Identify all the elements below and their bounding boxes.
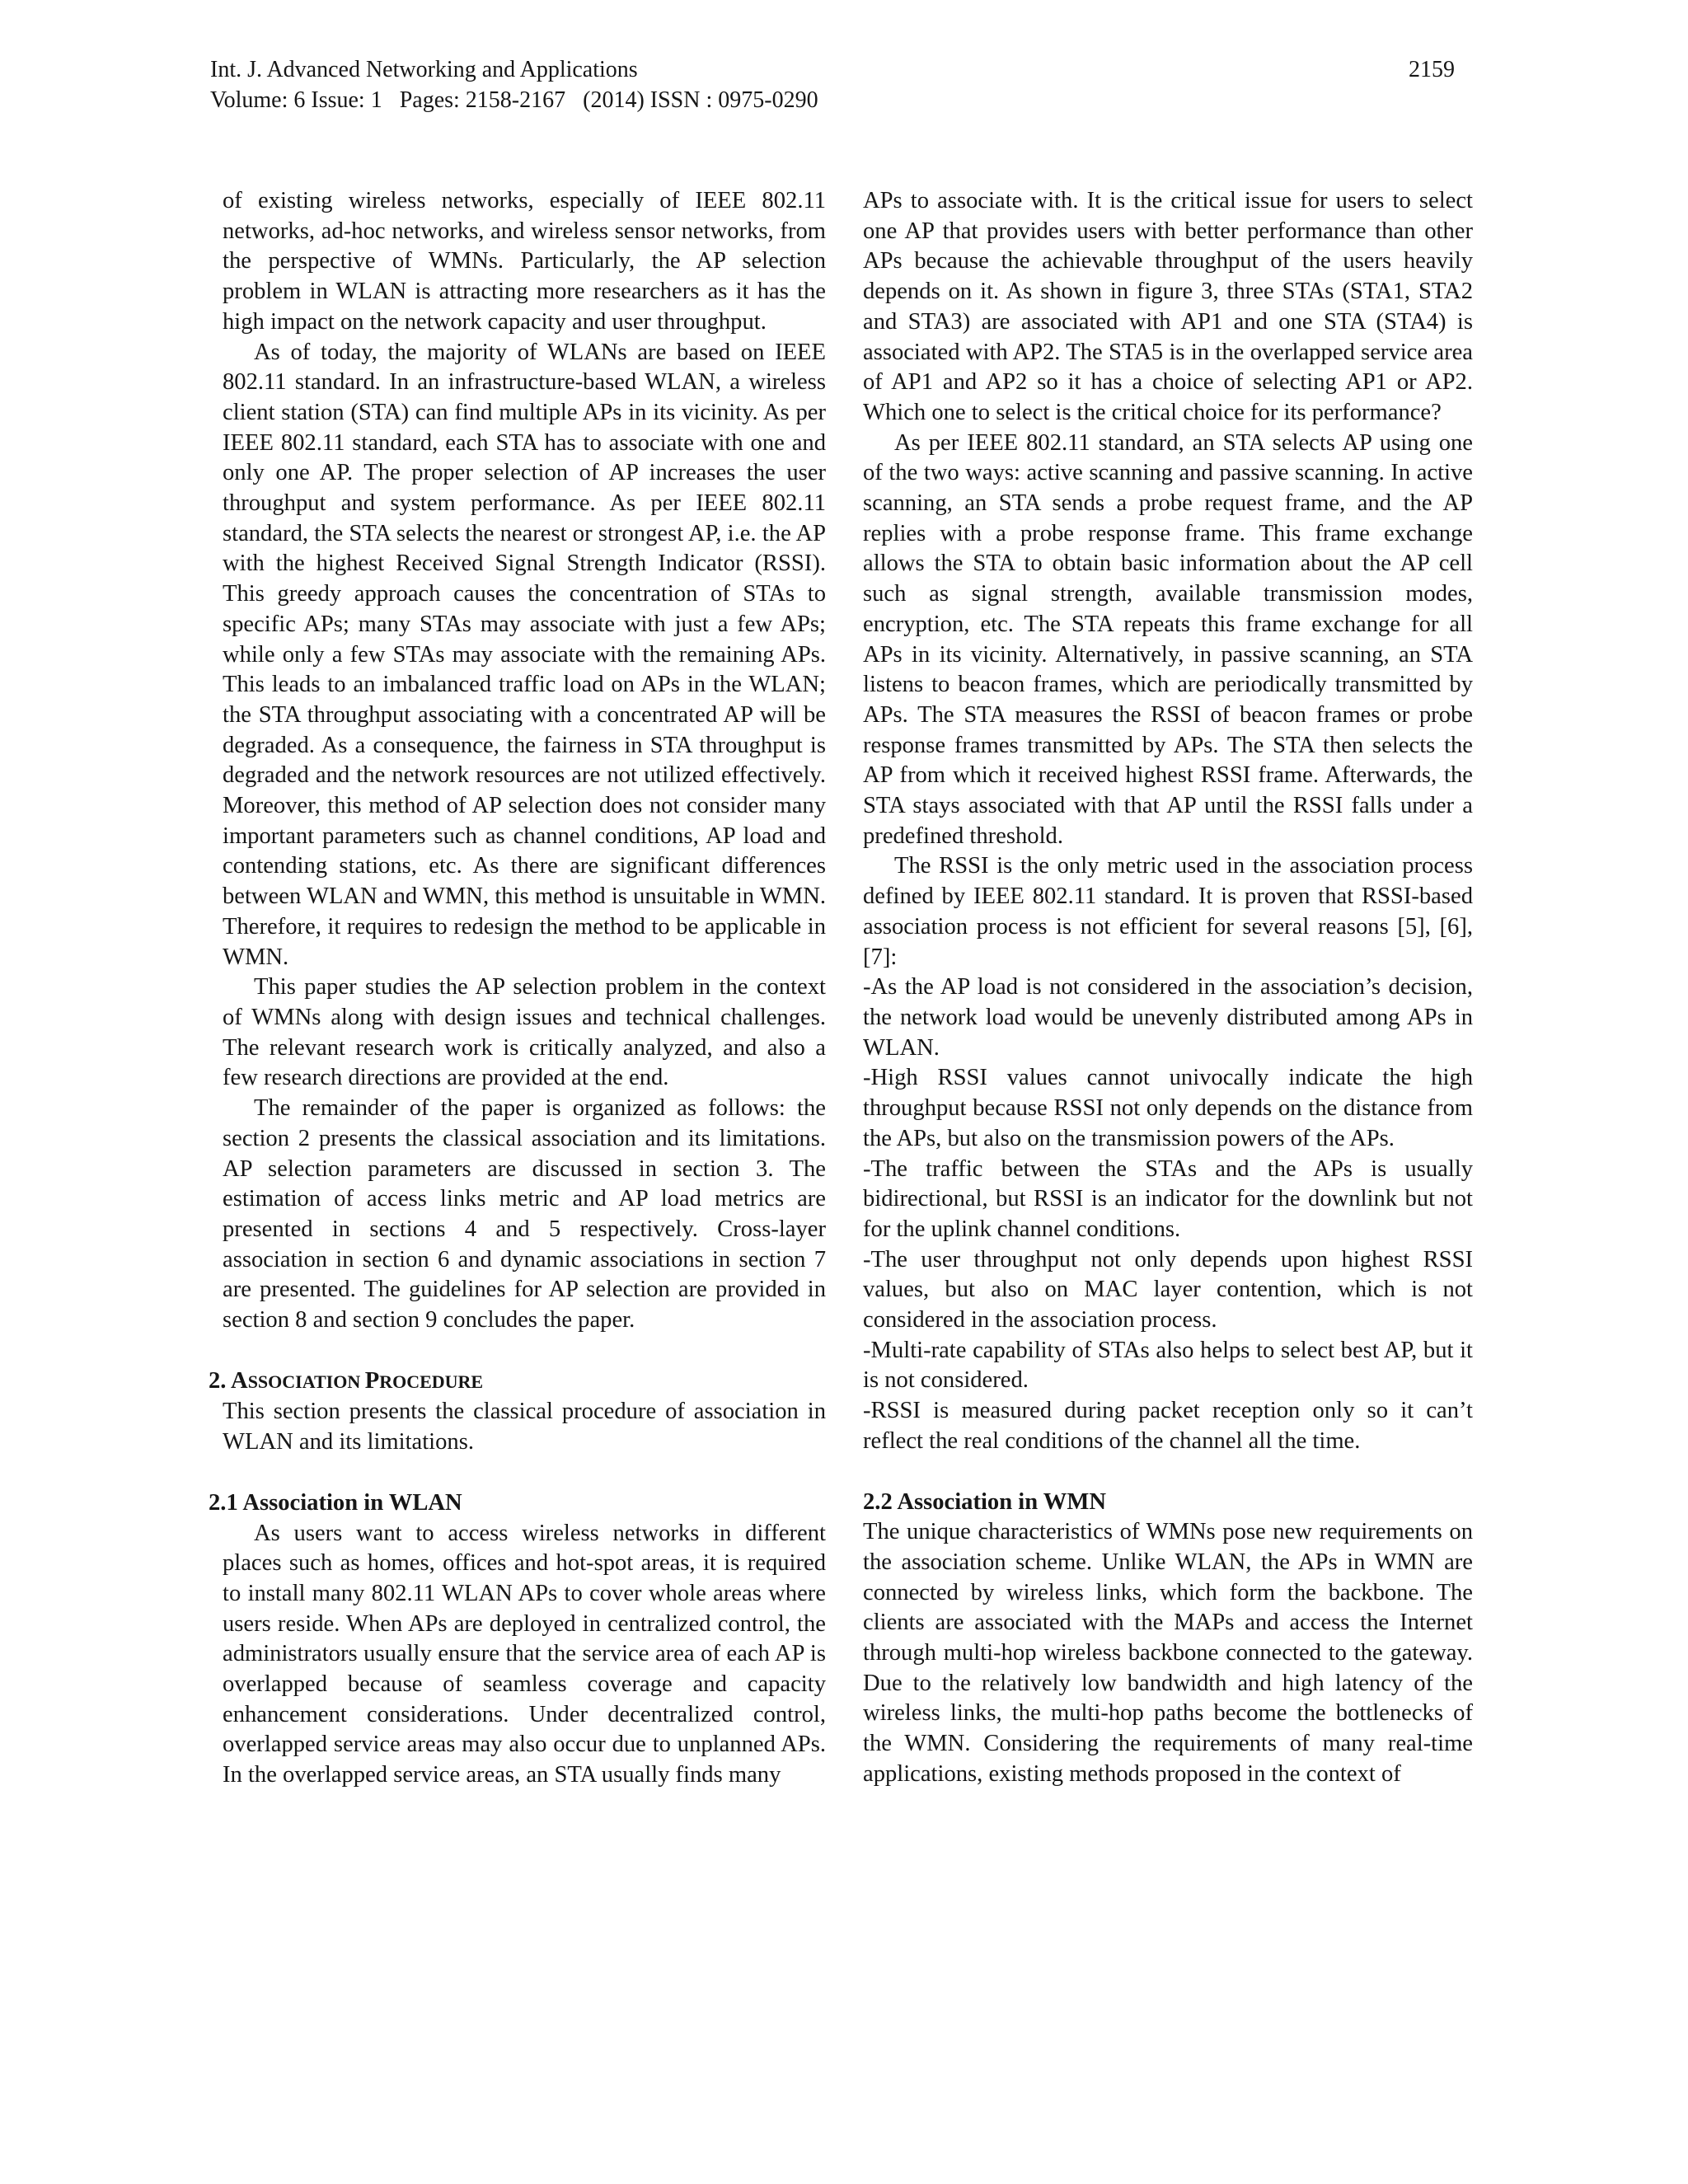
section-number: 2. xyxy=(209,1367,232,1394)
paragraph: As of today, the majority of WLANs are based on IEEE 802.11 standard. In an infrastructure-based WLAN, a wireless client station (STA) can find multiple APs in its vicinity. As per IEEE 802.11 standard, each STA has to associate with one and only one AP. The proper selection of AP increases the user throughput and system performance. As per IEEE 802.11 standard, the STA selects the nearest or strongest AP, i.e. the AP with the highest Received Signal Strength Indicator (RSSI). This greedy approach causes the concentration of STAs to specific APs; many STAs may associate with just a few APs; while only a few STAs may associate with the remaining APs. This leads to an imbalanced traffic load on APs in the WLAN; the STA throughput associating with a concentrated AP will be degraded. As a consequence, the fairness in STA throughput is degraded and the network resources are not utilized effectively. Moreover, this method of AP selection does not consider many important parameters such as channel conditions, AP load and contending stations, etc. As there are significant differences between WLAN and WMN, this method is unsuitable in WMN. Therefore, it requires to redesign the method to be applicable in WMN. xyxy=(223,339,826,970)
running-header xyxy=(210,54,1455,115)
left-column xyxy=(209,186,826,1791)
paragraph: The unique characteristics of WMNs pose new requirements on the association scheme. Unlike WLAN, the APs in WMN are connected by wireless links, which form the backbone. The clients are associated with the MAPs and access the Internet through multi-hop wireless backbone connected to the gateway. Due to the relatively low bandwidth and high latency of the wireless links, the multi-hop paths become the bottlenecks of the WMN. Considering the requirements of many real-time applications, existing methods proposed in the context of xyxy=(863,1519,1473,1787)
paragraph: This section presents the classical procedure of association in WLAN and its limitations. xyxy=(223,1399,826,1455)
paragraph: The remainder of the paper is organized as follows: the section 2 presents the classical association and its limitations. AP selection parameters are discussed in section 3. The estimation of access links metric and AP load metrics are presented in sections 4 and 5 respectively. Cross-layer association in section 6 and dynamic associations in section 7 are presented. The guidelines for AP selection are provided in section 8 and section 9 concludes the paper. xyxy=(223,1095,826,1333)
paragraph: As per IEEE 802.11 standard, an STA selects AP using one of the two ways: active scanning and passive scanning. In active scanning, an STA sends a probe request frame, and the AP replies with a probe response frame. This frame exchange allows the STA to obtain basic information about the AP cell such as signal strength, available transmission modes, encryption, etc. The STA repeats this frame exchange for all APs in its vicinity. Alternatively, in passive scanning, an STA listens to beacon frames, which are periodically transmitted by APs. The STA measures the RSSI of beacon frames or probe response frames transmitted by APs. The STA then selects the AP from which it received highest RSSI frame. Afterwards, the STA stays associated with that AP until the RSSI falls under a predefined threshold. xyxy=(863,429,1473,849)
page-number: 2159 xyxy=(1409,57,1455,82)
list-item: -As the AP load is not considered in the association’s decision, the network load would be unevenly distributed among APs in WLAN. xyxy=(863,974,1473,1061)
subsection-heading: 2.2 Association in WMN xyxy=(863,1488,1106,1515)
list-item: -Multi-rate capability of STAs also helps to select best AP, but it is not considered. xyxy=(863,1337,1473,1394)
list-item: -The user throughput not only depends upon highest RSSI values, but also on MAC layer contention, which is not considered in the association process. xyxy=(863,1246,1473,1333)
journal-title: Int. J. Advanced Networking and Applications xyxy=(210,57,638,82)
paragraph: As users want to access wireless networks in different places such as homes, offices and hot-spot areas, it is required to install many 802.11 WLAN APs to cover whole areas where users reside. When APs are deployed in centralized control, the administrators usually ensure that the service area of each AP is overlapped because of seamless coverage and capacity enhancement considerations. Under decentralized control, overlapped service areas may also occur due to unplanned APs. In the overlapped service areas, an STA usually finds many xyxy=(223,1520,826,1788)
paragraph: APs to associate with. It is the critical issue for users to select one AP that provides users with better performance than other APs because the achievable throughput of the users heavily depends on it. As shown in figure 3, three STAs (STA1, STA2 and STA3) are associated with AP1 and one STA (STA4) is associated with AP2. The STA5 is in the overlapped service area of AP1 and AP2 so it has a choice of selecting AP1 or AP2. Which one to select is the critical choice for its performance? xyxy=(863,188,1473,425)
heading-smallcaps: ROCEDURE xyxy=(379,1371,484,1392)
heading-smallcaps: SSOCIATION xyxy=(247,1371,365,1392)
paragraph: The RSSI is the only metric used in the association process defined by IEEE 802.11 standard. It is proven that RSSI-based association process is not efficient for several reasons [5], [6], [7]: xyxy=(863,853,1473,970)
list-item: -The traffic between the STAs and the APs is usually bidirectional, but RSSI is an indicator for the downlink but not for the uplink channel conditions. xyxy=(863,1155,1473,1242)
list-item: -High RSSI values cannot univocally indicate the high throughput because RSSI not only depends on the distance from the APs, but also on the transmission powers of the APs. xyxy=(863,1065,1473,1151)
list-item: -RSSI is measured during packet reception only so it can’t reflect the real conditions of the channel all the time. xyxy=(863,1398,1473,1454)
paragraph: of existing wireless networks, especially of IEEE 802.11 networks, ad-hoc networks, and wireless sensor networks, from the perspective of WMNs. Particularly, the AP selection problem in WLAN is attracting more researchers as it has the high impact on the network capacity and user throughput. xyxy=(223,188,826,335)
right-column xyxy=(863,186,1473,1790)
heading-cap: A xyxy=(231,1367,248,1394)
subsection-heading: 2.1 Association in WLAN xyxy=(209,1489,462,1516)
section-heading xyxy=(209,1366,826,1398)
paragraph: This paper studies the AP selection problem in the context of WMNs along with design issues and technical challenges. The relevant research work is critically analyzed, and also a few research directions are provided at the end. xyxy=(223,974,826,1091)
volume-line: Volume: 6 Issue: 1 Pages: 2158-2167 (2014) ISSN : 0975-0290 xyxy=(210,87,818,113)
heading-cap: P xyxy=(364,1367,380,1394)
